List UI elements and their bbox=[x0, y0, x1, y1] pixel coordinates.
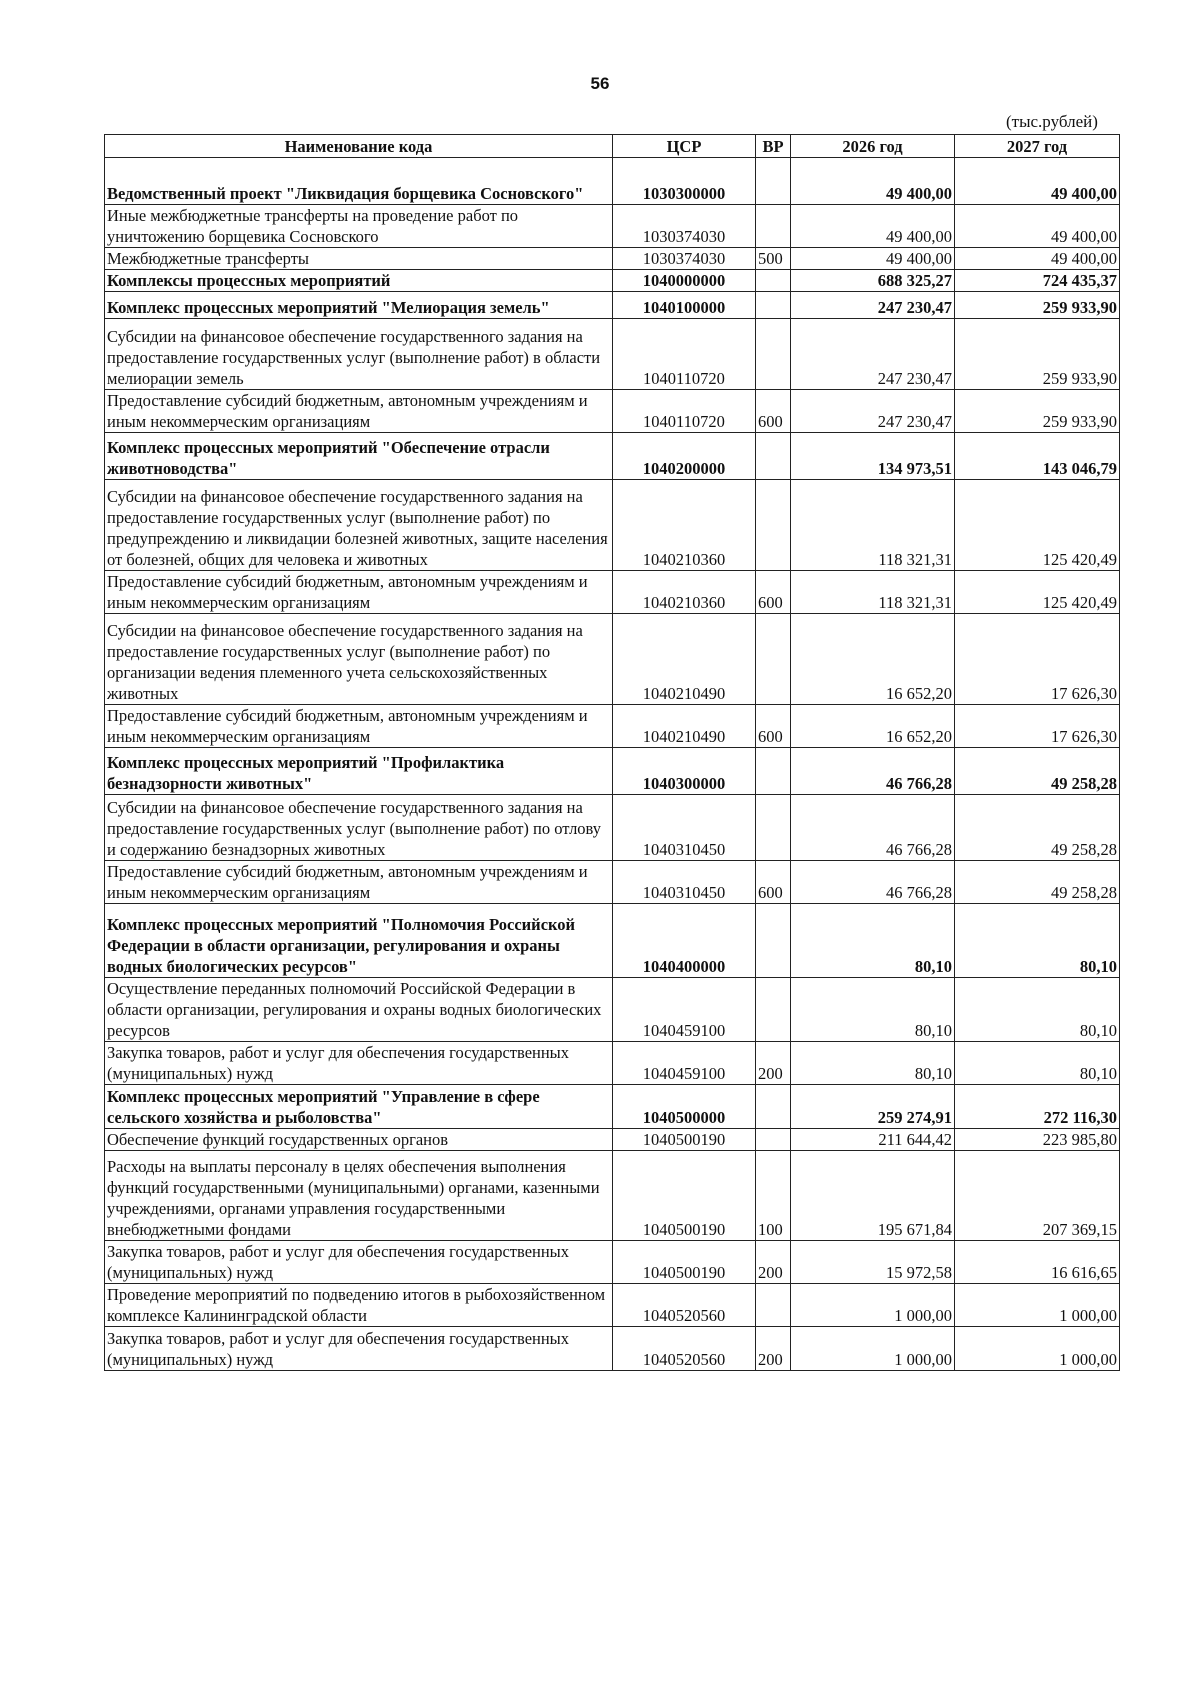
table-row bbox=[105, 480, 1120, 571]
cell-csr: 1040110720 bbox=[613, 319, 756, 390]
cell-2027: 223 985,80 bbox=[955, 1129, 1120, 1151]
cell-csr: 1030374030 bbox=[613, 248, 756, 270]
table-row bbox=[105, 248, 1120, 270]
table-row bbox=[105, 1284, 1120, 1327]
cell-csr: 1040300000 bbox=[613, 748, 756, 795]
cell-csr: 1030374030 bbox=[613, 205, 756, 248]
table-row bbox=[105, 614, 1120, 705]
table-body bbox=[105, 158, 1120, 1371]
cell-2027: 125 420,49 bbox=[955, 480, 1120, 571]
cell-vr bbox=[756, 614, 791, 705]
cell-2027: 80,10 bbox=[955, 1042, 1120, 1085]
cell-2027: 272 116,30 bbox=[955, 1085, 1120, 1129]
cell-vr: 600 bbox=[756, 705, 791, 748]
cell-2026: 259 274,91 bbox=[791, 1085, 955, 1129]
cell-vr bbox=[756, 480, 791, 571]
cell-name: Ведомственный проект "Ликвидация борщевика Сосновского" bbox=[105, 158, 613, 205]
cell-vr bbox=[756, 1129, 791, 1151]
cell-name: Закупка товаров, работ и услуг для обеспечения государственных (муниципальных) нужд bbox=[105, 1327, 613, 1371]
cell-vr: 600 bbox=[756, 390, 791, 433]
table-row bbox=[105, 319, 1120, 390]
cell-name: Субсидии на финансовое обеспечение государственного задания на предоставление государственных услуг (выполнение работ) по предупреждению и ликвидации болезней животных, защите населения от болезней, общих для человека и животных bbox=[105, 480, 613, 571]
cell-2027: 259 933,90 bbox=[955, 390, 1120, 433]
cell-vr: 100 bbox=[756, 1151, 791, 1241]
cell-csr: 1040310450 bbox=[613, 861, 756, 904]
cell-name: Межбюджетные трансферты bbox=[105, 248, 613, 270]
cell-csr: 1040000000 bbox=[613, 270, 756, 292]
cell-vr: 200 bbox=[756, 1327, 791, 1371]
cell-name: Комплекс процессных мероприятий "Полномочия Российской Федерации в области организации, регулирования и охраны водных биологических ресурсов" bbox=[105, 904, 613, 978]
table-row bbox=[105, 205, 1120, 248]
cell-vr: 200 bbox=[756, 1241, 791, 1284]
cell-2026: 1 000,00 bbox=[791, 1284, 955, 1327]
cell-2026: 118 321,31 bbox=[791, 571, 955, 614]
cell-vr bbox=[756, 433, 791, 480]
cell-2026: 247 230,47 bbox=[791, 390, 955, 433]
header-name: Наименование кода bbox=[105, 135, 613, 158]
cell-2027: 49 258,28 bbox=[955, 748, 1120, 795]
cell-csr: 1040210360 bbox=[613, 571, 756, 614]
table-row bbox=[105, 390, 1120, 433]
cell-vr: 600 bbox=[756, 571, 791, 614]
table-row bbox=[105, 705, 1120, 748]
budget-table bbox=[104, 134, 1120, 1371]
cell-2026: 1 000,00 bbox=[791, 1327, 955, 1371]
cell-vr bbox=[756, 1284, 791, 1327]
cell-name: Иные межбюджетные трансферты на проведение работ по уничтожению борщевика Сосновского bbox=[105, 205, 613, 248]
cell-2027: 80,10 bbox=[955, 978, 1120, 1042]
page-number: 56 bbox=[590, 74, 610, 93]
cell-vr bbox=[756, 904, 791, 978]
cell-2026: 134 973,51 bbox=[791, 433, 955, 480]
cell-2027: 16 616,65 bbox=[955, 1241, 1120, 1284]
cell-2026: 80,10 bbox=[791, 978, 955, 1042]
cell-name: Субсидии на финансовое обеспечение государственного задания на предоставление государственных услуг (выполнение работ) по отлову и содержанию безнадзорных животных bbox=[105, 795, 613, 861]
header-year-2026: 2026 год bbox=[791, 135, 955, 158]
cell-csr: 1040500190 bbox=[613, 1241, 756, 1284]
cell-2026: 46 766,28 bbox=[791, 795, 955, 861]
cell-name: Комплекс процессных мероприятий "Управление в сфере сельского хозяйства и рыболовства" bbox=[105, 1085, 613, 1129]
cell-2027: 17 626,30 bbox=[955, 614, 1120, 705]
cell-2026: 80,10 bbox=[791, 1042, 955, 1085]
cell-2026: 46 766,28 bbox=[791, 748, 955, 795]
cell-csr: 1040100000 bbox=[613, 292, 756, 319]
cell-vr: 200 bbox=[756, 1042, 791, 1085]
cell-name: Предоставление субсидий бюджетным, автономным учреждениям и иным некоммерческим организациям bbox=[105, 705, 613, 748]
table-row bbox=[105, 1085, 1120, 1129]
cell-2027: 49 400,00 bbox=[955, 158, 1120, 205]
cell-csr: 1040500190 bbox=[613, 1151, 756, 1241]
cell-2026: 247 230,47 bbox=[791, 319, 955, 390]
cell-vr bbox=[756, 795, 791, 861]
table-row bbox=[105, 748, 1120, 795]
table-row bbox=[105, 978, 1120, 1042]
cell-name: Комплекс процессных мероприятий "Обеспечение отрасли животноводства" bbox=[105, 433, 613, 480]
table-row bbox=[105, 795, 1120, 861]
cell-name: Субсидии на финансовое обеспечение государственного задания на предоставление государственных услуг (выполнение работ) в области мелиорации земель bbox=[105, 319, 613, 390]
cell-vr bbox=[756, 292, 791, 319]
cell-name: Проведение мероприятий по подведению итогов в рыбохозяйственном комплексе Калининградской области bbox=[105, 1284, 613, 1327]
header-year-2027: 2027 год bbox=[955, 135, 1120, 158]
cell-csr: 1040200000 bbox=[613, 433, 756, 480]
cell-name: Субсидии на финансовое обеспечение государственного задания на предоставление государственных услуг (выполнение работ) по организации ведения племенного учета сельскохозяйственных животных bbox=[105, 614, 613, 705]
cell-vr: 600 bbox=[756, 861, 791, 904]
cell-2027: 17 626,30 bbox=[955, 705, 1120, 748]
cell-2026: 46 766,28 bbox=[791, 861, 955, 904]
cell-csr: 1040210490 bbox=[613, 614, 756, 705]
cell-2026: 15 972,58 bbox=[791, 1241, 955, 1284]
cell-2026: 247 230,47 bbox=[791, 292, 955, 319]
cell-name: Комплексы процессных мероприятий bbox=[105, 270, 613, 292]
cell-csr: 1040310450 bbox=[613, 795, 756, 861]
cell-name: Обеспечение функций государственных органов bbox=[105, 1129, 613, 1151]
cell-csr: 1040500000 bbox=[613, 1085, 756, 1129]
cell-csr: 1040400000 bbox=[613, 904, 756, 978]
table-row bbox=[105, 861, 1120, 904]
cell-vr bbox=[756, 270, 791, 292]
cell-csr: 1030300000 bbox=[613, 158, 756, 205]
cell-2026: 49 400,00 bbox=[791, 248, 955, 270]
cell-vr: 500 bbox=[756, 248, 791, 270]
cell-2027: 1 000,00 bbox=[955, 1284, 1120, 1327]
units-label: (тыс.рублей) bbox=[1006, 112, 1098, 131]
table-row bbox=[105, 1042, 1120, 1085]
cell-2027: 49 258,28 bbox=[955, 795, 1120, 861]
cell-vr bbox=[756, 158, 791, 205]
cell-name: Закупка товаров, работ и услуг для обеспечения государственных (муниципальных) нужд bbox=[105, 1042, 613, 1085]
cell-2026: 211 644,42 bbox=[791, 1129, 955, 1151]
cell-vr bbox=[756, 1085, 791, 1129]
cell-2027: 259 933,90 bbox=[955, 319, 1120, 390]
cell-csr: 1040210490 bbox=[613, 705, 756, 748]
cell-2026: 80,10 bbox=[791, 904, 955, 978]
cell-vr bbox=[756, 205, 791, 248]
cell-2027: 80,10 bbox=[955, 904, 1120, 978]
cell-2026: 16 652,20 bbox=[791, 614, 955, 705]
cell-2027: 207 369,15 bbox=[955, 1151, 1120, 1241]
cell-2027: 49 258,28 bbox=[955, 861, 1120, 904]
table-row bbox=[105, 1129, 1120, 1151]
table-row bbox=[105, 158, 1120, 205]
cell-vr bbox=[756, 978, 791, 1042]
cell-2026: 195 671,84 bbox=[791, 1151, 955, 1241]
cell-2027: 125 420,49 bbox=[955, 571, 1120, 614]
cell-2027: 1 000,00 bbox=[955, 1327, 1120, 1371]
cell-2026: 49 400,00 bbox=[791, 205, 955, 248]
cell-2027: 49 400,00 bbox=[955, 205, 1120, 248]
table-row bbox=[105, 1241, 1120, 1284]
cell-2027: 259 933,90 bbox=[955, 292, 1120, 319]
header-csr: ЦСР bbox=[613, 135, 756, 158]
cell-csr: 1040459100 bbox=[613, 978, 756, 1042]
cell-vr bbox=[756, 748, 791, 795]
table-row bbox=[105, 292, 1120, 319]
cell-name: Предоставление субсидий бюджетным, автономным учреждениям и иным некоммерческим организациям bbox=[105, 390, 613, 433]
cell-name: Расходы на выплаты персоналу в целях обеспечения выполнения функций государственными (муниципальными) органами, казенными учреждениями, органами управления государственными внебюджетными фондами bbox=[105, 1151, 613, 1241]
cell-2027: 49 400,00 bbox=[955, 248, 1120, 270]
cell-vr bbox=[756, 319, 791, 390]
cell-csr: 1040500190 bbox=[613, 1129, 756, 1151]
cell-2027: 143 046,79 bbox=[955, 433, 1120, 480]
table-row bbox=[105, 904, 1120, 978]
cell-csr: 1040210360 bbox=[613, 480, 756, 571]
table-row bbox=[105, 571, 1120, 614]
table-row bbox=[105, 270, 1120, 292]
header-vr: ВР bbox=[756, 135, 791, 158]
cell-csr: 1040459100 bbox=[613, 1042, 756, 1085]
cell-name: Предоставление субсидий бюджетным, автономным учреждениям и иным некоммерческим организациям bbox=[105, 861, 613, 904]
table-row bbox=[105, 433, 1120, 480]
table-header-row bbox=[105, 135, 1120, 158]
cell-name: Предоставление субсидий бюджетным, автономным учреждениям и иным некоммерческим организациям bbox=[105, 571, 613, 614]
cell-2027: 724 435,37 bbox=[955, 270, 1120, 292]
cell-2026: 118 321,31 bbox=[791, 480, 955, 571]
cell-csr: 1040520560 bbox=[613, 1284, 756, 1327]
table-row bbox=[105, 1151, 1120, 1241]
cell-2026: 49 400,00 bbox=[791, 158, 955, 205]
table-row bbox=[105, 1327, 1120, 1371]
cell-2026: 16 652,20 bbox=[791, 705, 955, 748]
cell-name: Комплекс процессных мероприятий "Мелиорация земель" bbox=[105, 292, 613, 319]
cell-name: Закупка товаров, работ и услуг для обеспечения государственных (муниципальных) нужд bbox=[105, 1241, 613, 1284]
cell-csr: 1040520560 bbox=[613, 1327, 756, 1371]
cell-2026: 688 325,27 bbox=[791, 270, 955, 292]
cell-name: Комплекс процессных мероприятий "Профилактика безнадзорности животных" bbox=[105, 748, 613, 795]
cell-csr: 1040110720 bbox=[613, 390, 756, 433]
cell-name: Осуществление переданных полномочий Российской Федерации в области организации, регулирования и охраны водных биологических ресурсов bbox=[105, 978, 613, 1042]
